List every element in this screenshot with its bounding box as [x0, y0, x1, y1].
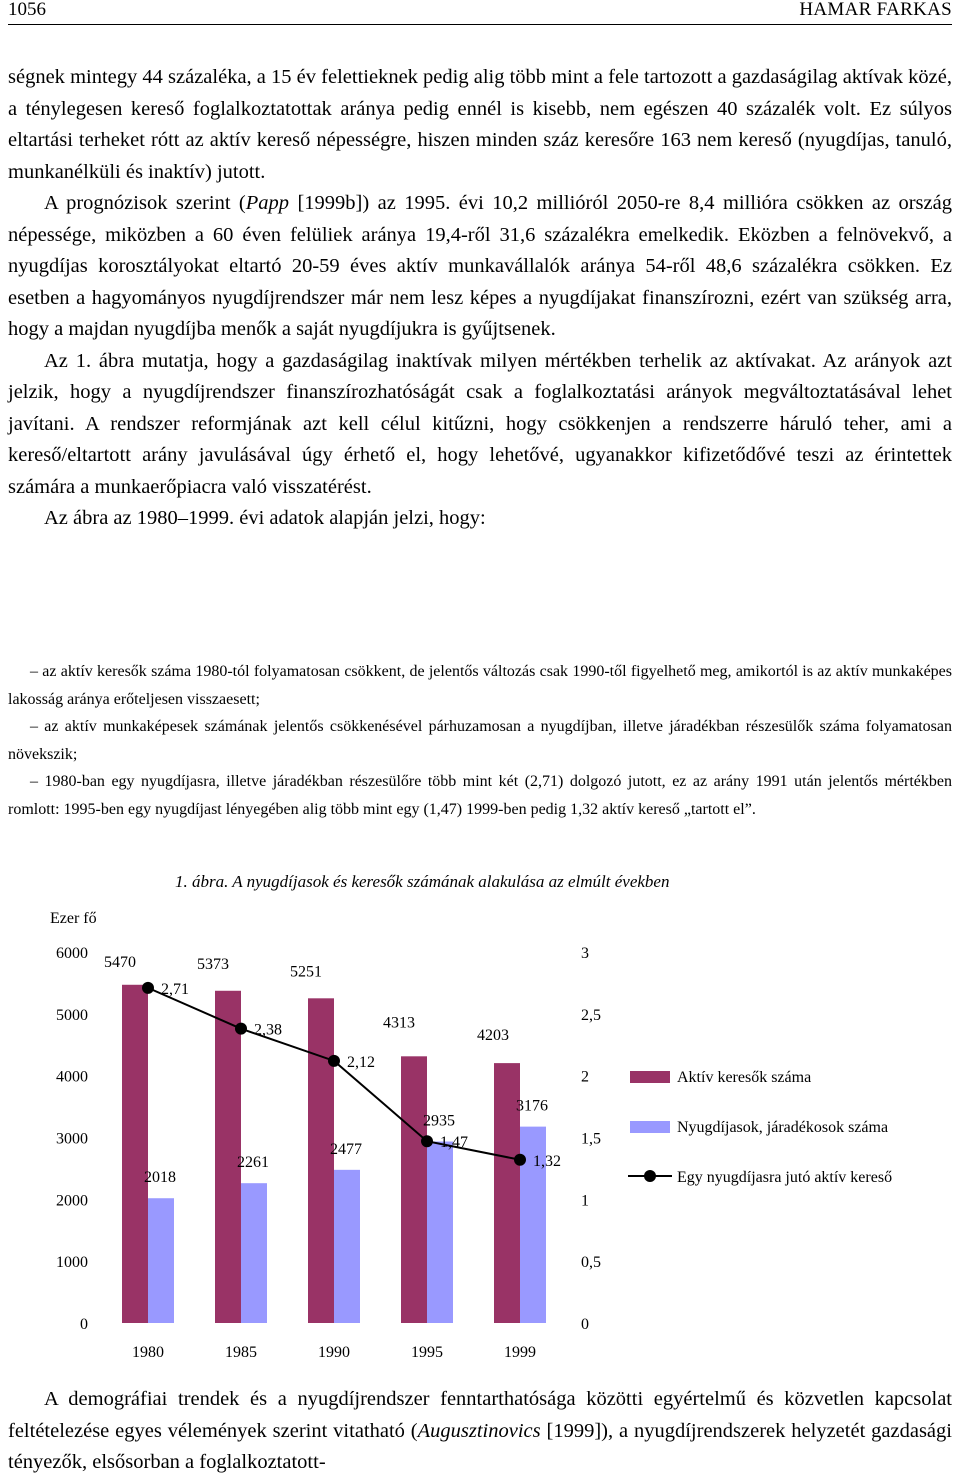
closing-start: A demográfiai trendek és a nyugdíjrendszer fenntarthatósága közötti egyértelmű és közvetlen kapcsolat feltételezése egyes vélemények szerint vitatható (: [8, 1388, 952, 1442]
x-tick-label: 1980: [132, 1344, 164, 1361]
x-axis-labels: [132, 1344, 536, 1361]
y-tick-label: 4000: [56, 1068, 88, 1086]
y2-tick-label: 0: [581, 1316, 589, 1333]
y2-axis-ticks: [581, 945, 601, 1333]
figure-1-chart: [0, 895, 960, 1375]
legend-swatch-active: [630, 1071, 670, 1083]
ratio-marker: [142, 982, 154, 994]
legend-label: Egy nyugdíjasra jutó aktív kereső: [677, 1169, 893, 1186]
bullet-item: – az aktív munkaképesek számának jelentős csökkenésével párhuzamosan a nyugdíjban, illetve járadékban részesülők száma folyamatosan növekszik;: [8, 718, 952, 763]
y2-tick-label: 0,5: [581, 1254, 601, 1272]
bar-active-earners: [308, 998, 334, 1323]
bars: [104, 954, 548, 1323]
bar-pensioners: [148, 1198, 174, 1323]
legend-marker: [644, 1170, 656, 1182]
bar-value-label: 2261: [237, 1154, 269, 1172]
bar-value-label: 3176: [516, 1097, 548, 1115]
y2-tick-label: 1: [581, 1192, 589, 1210]
bar-value-label: 5251: [290, 963, 322, 981]
page-header: [8, 0, 952, 24]
ratio-marker: [328, 1055, 340, 1067]
paragraph-4: Az ábra az 1980–1999. évi adatok alapján jelzi, hogy:: [44, 507, 486, 529]
y-tick-label: 1000: [56, 1254, 88, 1272]
bullet-item: – az aktív keresők száma 1980-tól folyamatosan csökkent, de jelentős változás csak 1990-től figyelhető meg, amikortól is az aktív munkaképes lakosság aránya erőteljesen visszaesett;: [8, 663, 952, 708]
y-axis-ticks: [56, 945, 88, 1333]
bar-value-label: 4203: [477, 1027, 509, 1045]
bar-active-earners: [122, 985, 148, 1323]
y-tick-label: 2000: [56, 1192, 88, 1210]
legend-label: Aktív keresők száma: [677, 1069, 812, 1086]
paragraph-3: Az 1. ábra mutatja, hogy a gazdaságilag inaktívak milyen mértékben terhelik az aktívakat. Az arányok azt jelzik, hogy a nyugdíjrendszer finanszírozhatóságát csak a foglalkoztatási arányok megváltoztatásával lehet javítani. A rendszer reformjának azt kell célul kitűzni, hogy csökkenjen a rendszerre háruló teher, ami a kereső/eltartott arány javulásával úgy érhető el, hogy lehetővé, ugyanakkor kifizetődővé teszi az érintettek számára a munkaerőpiacra való visszatérést.: [8, 349, 952, 498]
y-axis-title: Ezer fő: [50, 910, 97, 927]
intro-text: [8, 62, 952, 535]
paragraph-2-rest: [1999b]) az 1995. évi 10,2 millióról 2050-re 8,4 millióra csökken az ország népessége, miközben a 60 éven felüliek aránya 19,4-ről 31,6 százalékra emelkedik. Eközben a felnövekvő, a nyugdíjas korosztályokat eltartó 20-59 éves aktív munkavállalók aránya 54-ről 48,6 százalékra csökken. Ez esetben a hagyományos nyugdíjrendszer már nem lesz képes a nyugdíjakat finanszírozni, ezért van szükség arra, hogy a majdan nyugdíjba menők a saját nyugdíjukra is gyűjtsenek.: [8, 192, 952, 340]
y2-tick-label: 2: [581, 1068, 589, 1086]
running-head: HAMAR FARKAS: [799, 0, 952, 20]
ratio-marker: [514, 1154, 526, 1166]
bar-pensioners: [241, 1183, 267, 1323]
ratio-label: 1,32: [533, 1152, 561, 1170]
page-number: 1056: [8, 0, 46, 20]
closing-paragraph: [8, 1384, 952, 1479]
header-rule: [8, 24, 952, 25]
bullet-list: [8, 658, 952, 823]
legend-label: Nyugdíjasok, járadékosok száma: [677, 1119, 889, 1136]
paragraph-1: ségnek mintegy 44 százaléka, a 15 év felettieknek pedig alig több mint a fele tartozott a gazdaságilag aktívak közé, a ténylegesen kereső foglalkoztatottak aránya pedig ennél is kisebb, nem egészen 40 százalék volt. Ez súlyos eltartási terheket rótt az aktív kereső népességre, hiszen minden száz keresőre 163 nem kereső (nyugdíjas, tanuló, munkanélküli és inaktív) jutott.: [8, 66, 952, 183]
y-tick-label: 6000: [56, 945, 88, 962]
closing-rest: [1999]), a nyugdíjrendszerek helyzetét gazdasági tényezők, elsősorban a foglalkoztatott-: [8, 1419, 952, 1473]
bar-value-label: 2935: [423, 1112, 455, 1130]
y2-tick-label: 1,5: [581, 1130, 601, 1148]
bar-value-label: 4313: [383, 1014, 415, 1032]
bar-pensioners: [427, 1142, 453, 1323]
ratio-label: 2,12: [347, 1053, 375, 1071]
legend: [628, 1069, 892, 1186]
bar-active-earners: [401, 1056, 427, 1323]
y-tick-label: 0: [80, 1316, 88, 1333]
bar-value-label: 5470: [104, 953, 136, 971]
paragraph-2-start: A prognózisok szerint (: [44, 192, 246, 214]
cited-author-papp: Papp: [245, 192, 290, 214]
ratio-label: 1,47: [440, 1134, 468, 1152]
x-tick-label: 1985: [225, 1344, 257, 1361]
figure-caption: 1. ábra. A nyugdíjasok és keresők számának alakulása az elmúlt években: [175, 872, 670, 891]
y2-tick-label: 2,5: [581, 1006, 601, 1024]
ratio-label: 2,71: [161, 980, 189, 998]
legend-swatch-pensioners: [630, 1121, 670, 1133]
cited-author-augusztinovics: Augusztinovics: [417, 1419, 541, 1442]
y-tick-label: 5000: [56, 1006, 88, 1024]
ratio-marker: [235, 1023, 247, 1035]
x-tick-label: 1999: [504, 1344, 536, 1361]
ratio-marker: [421, 1135, 433, 1147]
bar-value-label: 2477: [330, 1140, 362, 1158]
paragraph-2: [8, 188, 952, 346]
bullet-item: – 1980-ban egy nyugdíjasra, illetve járadékban részesülőre több mint két (2,71) dolgozó jutott, ez az arány 1991 után jelentős mértékben romlott: 1995-ben egy nyugdíjast lényegében alig több mint egy (1,47) 1999-ben pedig 1,32 aktív kereső „tartott el”.: [8, 773, 952, 818]
x-tick-label: 1990: [318, 1344, 350, 1361]
x-tick-label: 1995: [411, 1344, 443, 1361]
y2-tick-label: 3: [581, 945, 589, 962]
ratio-label: 2,38: [254, 1021, 282, 1039]
y-tick-label: 3000: [56, 1130, 88, 1148]
bar-value-label: 2018: [144, 1169, 176, 1187]
closing-text: [8, 1384, 952, 1479]
bar-value-label: 5373: [197, 955, 229, 973]
bar-pensioners: [334, 1170, 360, 1323]
